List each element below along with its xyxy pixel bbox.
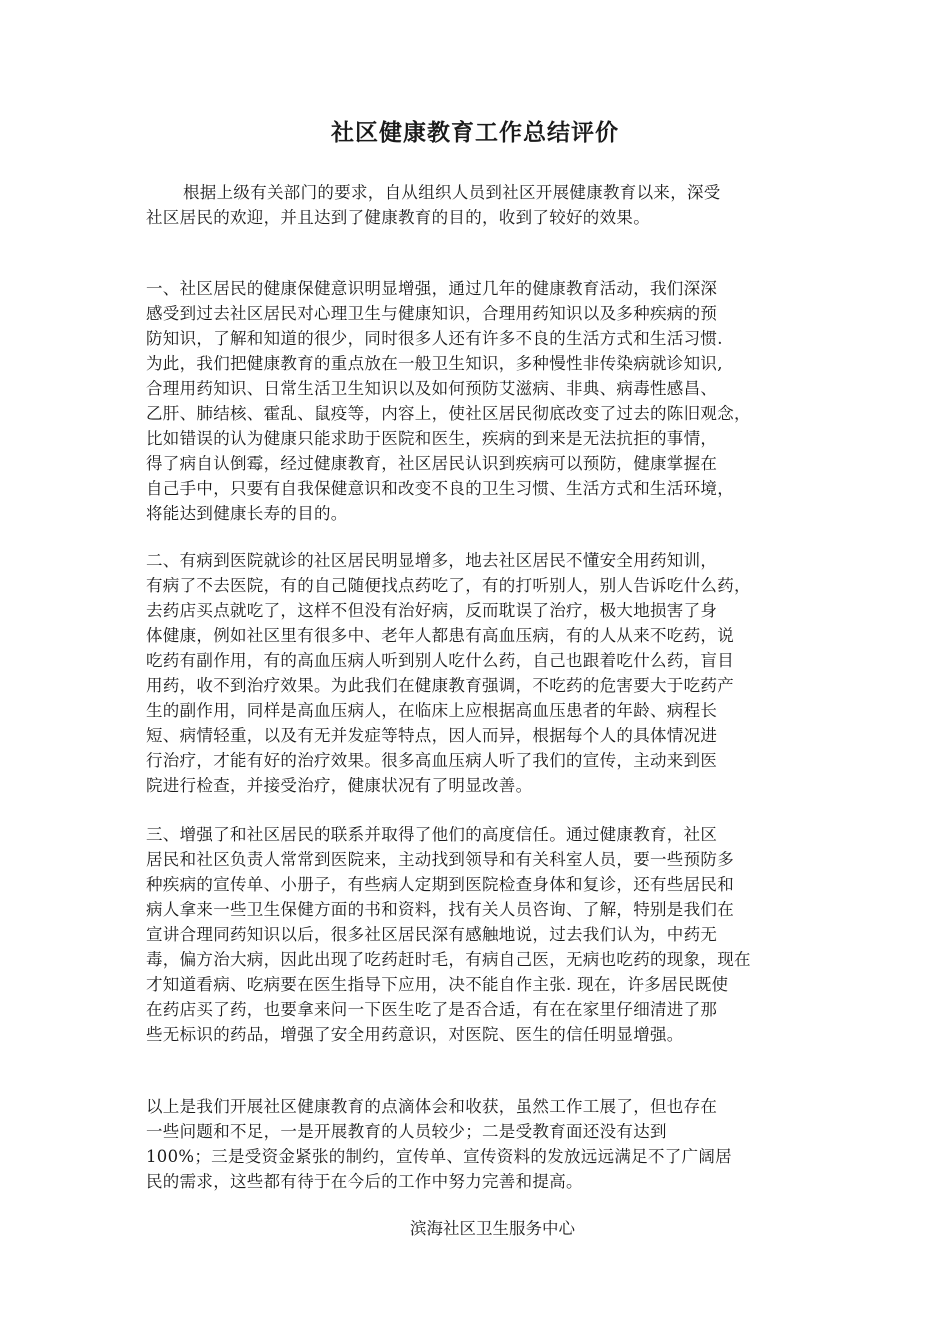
section-one-paragraph xyxy=(146,276,816,526)
section-two-paragraph xyxy=(146,548,816,798)
paragraph-line: 乙肝、肺结核、霍乱、鼠疫等，内容上，使社区居民彻底改变了过去的陈旧观念， xyxy=(146,404,751,423)
paragraph-line: 生的副作用，同样是高血压病人，在临床上应根据高血压患者的年龄、病程长 xyxy=(146,701,718,720)
paragraph-line: 将能达到健康长寿的目的。 xyxy=(146,504,348,523)
conclusion-paragraph xyxy=(146,1094,816,1194)
paragraph-line: 以上是我们开展社区健康教育的点滴体会和收获，虽然工作工展了，但也存在 xyxy=(146,1097,718,1116)
paragraph-line: 用药，收不到治疗效果。为此我们在健康教育强调，不吃药的危害要大于吃药产 xyxy=(146,676,734,695)
paragraph-line: 为此，我们把健康教育的重点放在一般卫生知识，多种慢性非传染病就诊知识, xyxy=(146,354,723,373)
paragraph-line: 病人拿来一些卫生保健方面的书和资料，找有关人员咨询、了解，特别是我们在 xyxy=(146,900,734,919)
document-title: 社区健康教育工作总结评价 xyxy=(331,119,619,146)
paragraph-line: 比如错误的认为健康只能求助于医院和医生，疾病的到来是无法抗拒的事情， xyxy=(146,429,718,448)
paragraph-line: 民的需求，这些都有待于在今后的工作中努力完善和提高。 xyxy=(146,1172,583,1191)
paragraph-line: 一些问题和不足，一是开展教育的人员较少；二是受教育面还没有达到 xyxy=(146,1122,667,1141)
paragraph-line: 100%；三是受资金紧张的制约，宣传单、宣传资料的发放远远满足不了广阔居 xyxy=(146,1147,732,1166)
paragraph-line: 根据上级有关部门的要求，自从组织人员到社区开展健康教育以来，深受 xyxy=(183,183,721,202)
paragraph-line: 有病了不去医院，有的自己随便找点药吃了，有的打听别人，别人告诉吃什么药， xyxy=(146,576,751,595)
paragraph-line: 一、社区居民的健康保健意识明显增强，通过几年的健康教育活动，我们深深 xyxy=(146,279,718,298)
intro-paragraph xyxy=(146,180,816,230)
paragraph-line: 在药店买了药，也要拿来问一下医生吃了是否合适，有在在家里仔细清进了那 xyxy=(146,1000,718,1019)
paragraph-line: 宣讲合理同药知识以后，很多社区居民深有感触地说，过去我们认为，中药无 xyxy=(146,925,718,944)
signature: 滨海社区卫生服务中心 xyxy=(410,1219,575,1238)
paragraph-line: 感受到过去社区居民对心理卫生与健康知识，合理用药知识以及多种疾病的预 xyxy=(146,304,718,323)
paragraph-line: 三、增强了和社区居民的联系并取得了他们的高度信任。通过健康教育，社区 xyxy=(146,825,718,844)
paragraph-line: 合理用药知识、日常生活卫生知识以及如何预防艾滋病、非典、病毒性感昌、 xyxy=(146,379,718,398)
paragraph-line: 体健康，例如社区里有很多中、老年人都患有高血压病，有的人从来不吃药，说 xyxy=(146,626,734,645)
paragraph-line: 自己手中，只要有自我保健意识和改变不良的卫生习惯、生活方式和生活环境， xyxy=(146,479,734,498)
paragraph-line: 种疾病的宣传单、小册子，有些病人定期到医院检查身体和复诊，还有些居民和 xyxy=(146,875,734,894)
paragraph-line: 些无标识的药品，增强了安全用药意识，对医院、医生的信任明显增强。 xyxy=(146,1025,684,1044)
paragraph-line: 得了病自认倒霉，经过健康教育，社区居民认识到疾病可以预防，健康掌握在 xyxy=(146,454,718,473)
paragraph-line: 防知识，了解和知道的很少，同时很多人还有许多不良的生活方式和生活习惯. xyxy=(146,329,723,348)
paragraph-line: 吃药有副作用，有的高血压病人听到别人吃什么药，自己也跟着吃什么药，盲目 xyxy=(146,651,734,670)
paragraph-line: 居民和社区负责人常常到医院来，主动找到领导和有关科室人员，要一些预防多 xyxy=(146,850,734,869)
paragraph-line: 才知道看病、吃病要在医生指导下应用，决不能自作主张. 现在，许多居民既使 xyxy=(146,975,729,994)
paragraph-line: 行治疗，才能有好的治疗效果。很多高血压病人听了我们的宣传，主动来到医 xyxy=(146,751,718,770)
paragraph-line: 二、有病到医院就诊的社区居民明显增多，地去社区居民不懂安全用药知训， xyxy=(146,551,718,570)
paragraph-line: 院进行检查，并接受治疗，健康状况有了明显改善。 xyxy=(146,776,533,795)
paragraph-line: 去药店买点就吃了，这样不但没有治好病，反而耽误了治疗，极大地损害了身 xyxy=(146,601,718,620)
paragraph-line: 短、病情轻重，以及有无并发症等特点，因人而异，根据每个人的具体情况进 xyxy=(146,726,718,745)
paragraph-line: 毒，偏方治大病，因此出现了吃药赶时毛，有病自己医，无病也吃药的现象，现在 xyxy=(146,950,751,969)
section-three-paragraph xyxy=(146,822,816,1047)
paragraph-line: 社区居民的欢迎，并且达到了健康教育的目的，收到了较好的效果。 xyxy=(146,208,650,227)
